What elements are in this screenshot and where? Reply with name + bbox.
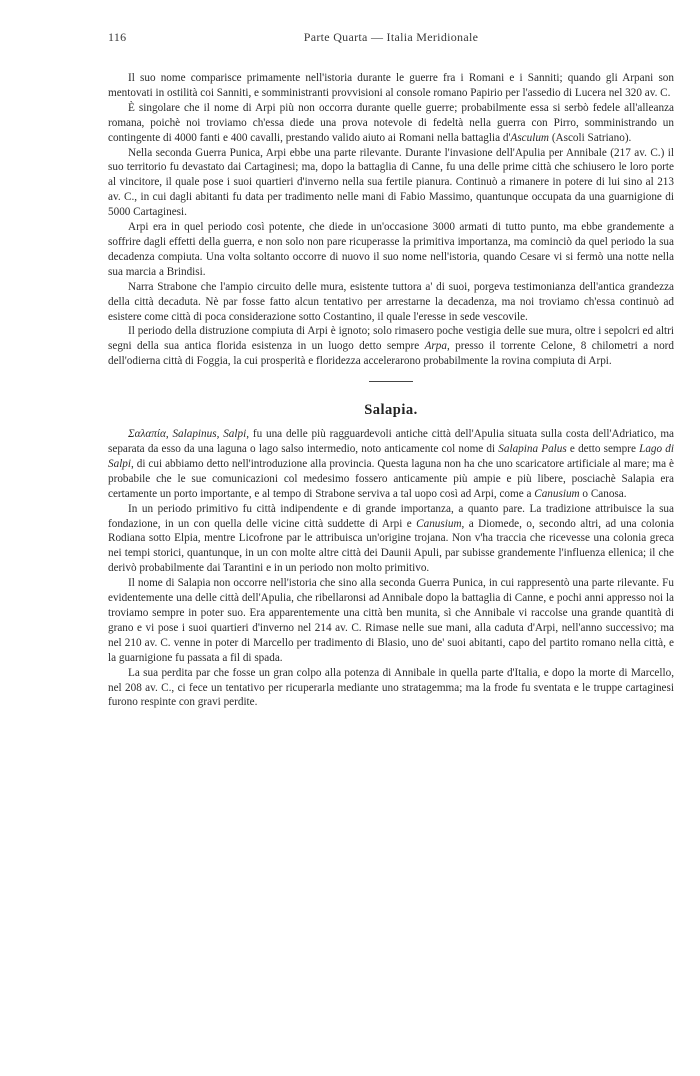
- paragraph: Σαλαπία, Salapinus, Salpi, fu una delle più ragguardevoli antiche città dell'Apulia situata sulla costa dell'Adriatico, ma separata da esso da una laguna o lago salso intermedio, noto anticamente col nome di Salapina Palus e detto sempre Lago di Salpi, di cui abbiamo detto nell'introduzione alla provincia. Questa laguna non ha che uno scaricatore artificiale al mare; ma è probabile che le sue comunicazioni col medesimo fossero anticamente più ampie e più libere, posciachè Salapia era certamente un porto importante, e al tempo di Strabone serviva a tal uopo così ad Arpi, come a Canusium o Canosa.: [108, 428, 674, 500]
- latin-names: Salapinus, Salpi: [172, 428, 247, 441]
- place-name-italic: Canusium: [534, 487, 580, 500]
- paragraph: Il nome di Salapia non occorre nell'istoria che sino alla seconda Guerra Punica, in cui rappresentò una parte rilevante. Fu evidentemente una delle città dell'Apulia, che ribellaronsi ad Annibale dopo la battaglia di Canne, e pochi anni appresso noi la troviamo sempre in poter suo. Era apparentemente una città ben munita, sì che Annibale vi raccolse una grande quantità di grano e vi pose i suoi quartieri d'inverno nel 214 av. C. Rimase nelle sue mani, alla caduta d'Arpi, nell'anno successivo; ma nel 210 av. C. venne in poter di Marcello per tradimento di Blasio, uno de' suoi abitanti, capo del partito romano nella città, e la guarnigione fu passata a fil di spada.: [108, 577, 674, 664]
- greek-name: Σαλαπία: [128, 428, 166, 441]
- paragraph: La sua perdita par che fosse un gran colpo alla potenza di Annibale in quella parte d'Italia, e dopo la morte di Marcello, nel 208 av. C., ci fece un tentativo per ricuperarla mediante uno stratagemma; ma la frode fu sventata e le truppe cartaginesi furono respinte con gravi perdite.: [108, 666, 674, 709]
- page-number: 116: [108, 30, 127, 44]
- salapia-section: [108, 427, 674, 710]
- section-title: Salapia.: [364, 402, 418, 419]
- running-head: [108, 30, 674, 45]
- paragraph: Il periodo della distruzione compiuta di Arpi è ignoto; solo rimasero poche vestigia delle sue mura, oltre i sepolcri ed altri segni della sua antica florida esistenza in un luogo detto sempre Arpa, presso il torrente Celone, 8 chilometri a nord dell'odierna città di Foggia, la cui prosperità e floridezza accelerarono probabilmente la rovina compiuta di Arpi.: [108, 325, 674, 368]
- running-title: Parte Quarta — Italia Meridionale: [303, 30, 479, 44]
- section-divider: [369, 381, 413, 382]
- place-name-italic: Canusium: [416, 517, 462, 530]
- place-name-italic: Arpa: [424, 340, 447, 353]
- paragraph: Narra Strabone che l'ampio circuito delle mura, esistente tuttora a' di suoi, porgeva testimonianza dell'antica grandezza della città decaduta. Nè par fosse fatto alcun tentativo per arrestarne la decadenza, ma noi troviamo ch'essa continuò ad esistere come città di poca considerazione sotto Costantino, il quale l'eresse in sede vescovile.: [108, 280, 674, 323]
- place-name-italic: Lago di Salpi: [108, 443, 674, 470]
- paragraph: In un periodo primitivo fu città indipendente e di grande importanza, a quanto pare. La tradizione attribuisce la sua fondazione, in un con quella delle vicine città suddette di Arpi e Canusium, a Diomede, o, secondo altri, ad una colonia Rodiana sotto Elpia, mentre Licofrone par le attribuisca un'origine trojana. Non v'ha traccia che ricevesse una colonia greca nei tempi storici, quantunque, in un con molte altre città dei Daunii Apuli, par subisse grandemente l'influenza ellenica; il che derivò probabilmente dai Tarantini e in un periodo non molto primitivo.: [108, 502, 674, 575]
- place-name-italic: Asculum: [510, 131, 550, 144]
- paragraph: Nella seconda Guerra Punica, Arpi ebbe una parte rilevante. Durante l'invasione dell'Apulia per Annibale (217 av. C.) il suo territorio fu devastato dai Cartaginesi; ma, dopo la battaglia di Canne, fu una delle prime città che schiusero le loro porte al vincitore, il quale pose i suoi quartieri d'inverno nella sua fertile pianura. Continuò a rimanere in potere di lui sino al 213 av. C., in cui dagli abitanti fu data per tradimento nelle mani di Fabio Massimo, quantunque occupata da una guarnigione di 5000 Cartaginesi.: [108, 146, 674, 219]
- paragraph: Arpi era in quel periodo così potente, che diede in un'occasione 3000 armati di tutto punto, ma ebbe grandemente a soffrire dagli effetti della guerra, e non solo non pare ricuperasse la primitiva importanza, ma cominciò da quel periodo la sua decadenza compiuta. Una volta soltanto occorre di nuovo il suo nome nell'istoria, quando Cesare vi si fermò una notte nella sua marcia a Brindisi.: [108, 221, 674, 278]
- arpi-section: [108, 71, 674, 369]
- paragraph: Il suo nome comparisce primamente nell'istoria durante le guerre fra i Romani e i Sanniti; quando gli Arpani son mentovati in ostilità coi Sanniti, e somministranti provvisioni al console romano Papirio per l'assedio di Lucera nel 320 av. C.: [108, 72, 674, 99]
- place-name-italic: Salapina Palus: [498, 443, 567, 456]
- paragraph: È singolare che il nome di Arpi più non occorra durante quelle guerre; probabilmente essa si serbò fedele all'alleanza romana, poichè noi troviamo ch'essa diede una prova notevole di fedeltà nella guerra con Pirro, somministrando un contingente di 4000 fanti e 400 cavalli, prestando valido aiuto ai Romani nella battaglia d'Asculum (Ascoli Satriano).: [108, 101, 674, 144]
- book-page: [108, 30, 674, 710]
